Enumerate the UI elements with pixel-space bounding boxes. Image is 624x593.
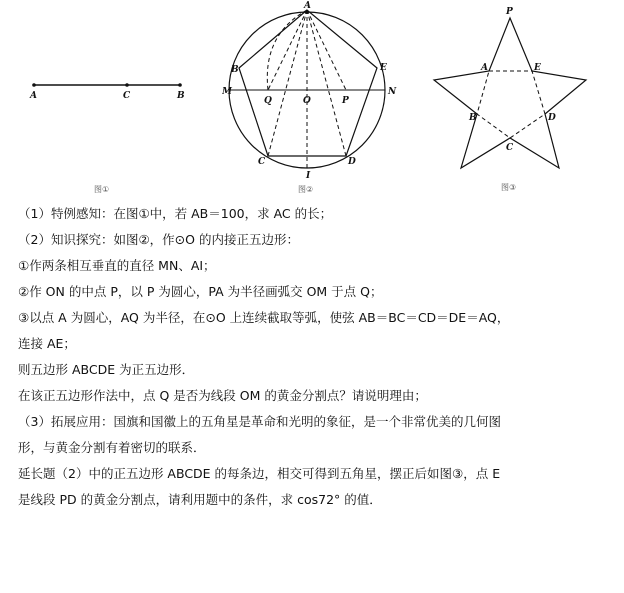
- label-d: D: [348, 157, 356, 167]
- label-a: A: [481, 63, 488, 73]
- text-line-3: ①作两条相互垂直的直径 MN、AI；: [18, 258, 216, 273]
- label-i: I: [306, 171, 311, 181]
- label-b: B: [231, 65, 239, 75]
- segment-ac: [268, 10, 307, 156]
- text-line-5: ③以点 A 为圆心，AQ 为半径，在⊙O 上连续截取等弧，使弦 AB＝BC＝CD＝DE＝AQ，: [18, 310, 510, 325]
- text-line-9: （3）拓展应用：国旗和国徽上的五角星是革命和光明的象征，是一个非常优美的几何图: [18, 414, 501, 429]
- point-b-dot: [178, 83, 182, 87]
- figure-2-pentagon: [222, 0, 408, 200]
- label-c: C: [258, 157, 266, 167]
- label-o: O: [303, 96, 311, 106]
- label-b: B: [177, 91, 185, 101]
- point-a-dot: [32, 83, 36, 87]
- label-q: Q: [264, 96, 272, 106]
- text-line-1: （1）特例感知：在图①中，若 AB＝100，求 AC 的长；: [18, 206, 333, 221]
- text-line-11: 延长题（2）中的正五边形 ABCDE 的每条边，相交可得到五角星，摆正后如图③，点 E: [18, 466, 501, 481]
- text-line-10: 形，与黄金分割有着密切的联系．: [18, 440, 206, 455]
- label-b: B: [469, 113, 477, 123]
- point-c-dot: [125, 83, 129, 87]
- text-line-8: 在该正五边形作法中，点 Q 是否为线段 OM 的黄金分割点？请说明理由；: [18, 388, 427, 403]
- pentagon-abcde: [239, 10, 377, 156]
- label-d: D: [548, 113, 556, 123]
- text-line-12: 是线段 PD 的黄金分割点，请利用题中的条件，求 cos72° 的值．: [18, 492, 382, 507]
- figure-3-star: [430, 0, 590, 200]
- figure-3-caption: 图③: [501, 183, 517, 192]
- figure-2-caption: 图②: [298, 185, 314, 194]
- label-e: E: [534, 63, 541, 73]
- text-line-6: 连接 AE；: [18, 336, 76, 351]
- segment-pa: [307, 10, 346, 90]
- label-e: E: [380, 63, 387, 73]
- label-p: P: [342, 96, 349, 106]
- label-c: C: [123, 91, 131, 101]
- label-c: C: [506, 143, 514, 153]
- figure-1-caption: 图①: [94, 185, 110, 194]
- segment-aq: [268, 10, 307, 90]
- problem-text: [18, 201, 618, 513]
- inner-pentagon: [477, 71, 545, 138]
- segment-ad: [307, 10, 346, 156]
- figure-1-segment: [20, 0, 200, 200]
- label-m: M: [222, 87, 232, 97]
- label-a: A: [304, 1, 311, 11]
- label-n: N: [388, 87, 397, 97]
- text-line-4: ②作 ON 的中点 P，以 P 为圆心，PA 为半径画弧交 OM 于点 Q；: [18, 284, 383, 299]
- text-line-7: 则五边形 ABCDE 为正五边形．: [18, 362, 195, 377]
- label-a: A: [30, 91, 37, 101]
- label-p: P: [506, 7, 513, 17]
- text-line-2: （2）知识探究：如图②，作⊙O 的内接正五边形：: [18, 232, 299, 247]
